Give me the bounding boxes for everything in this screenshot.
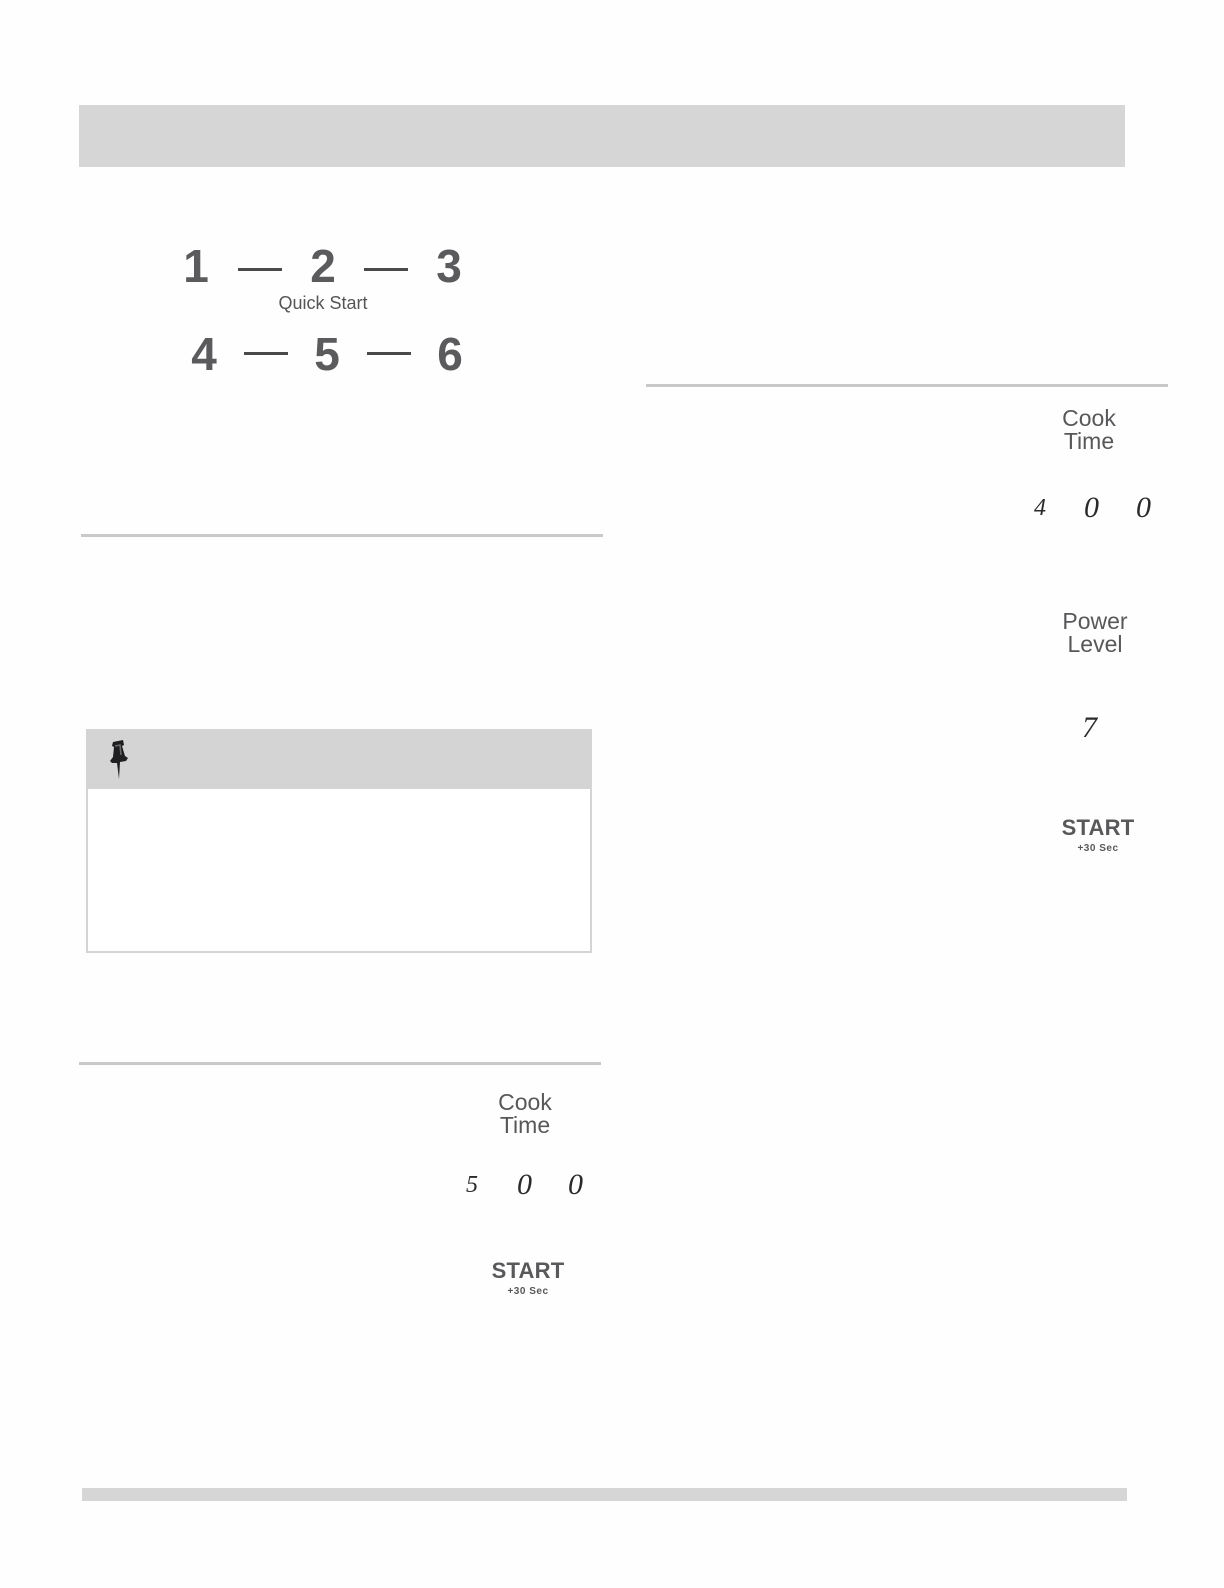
- key-1: 1: [183, 240, 209, 292]
- cook-time-line2: Time: [499, 1112, 551, 1138]
- power-level-button: [1045, 610, 1145, 656]
- key-6: 6: [437, 328, 463, 380]
- power-digit: [1082, 711, 1112, 751]
- start-label: START: [491, 1258, 565, 1283]
- cook-time-line1: Cook: [498, 1089, 552, 1115]
- section-divider: [81, 534, 603, 537]
- section-divider: [79, 1062, 601, 1065]
- pushpin-icon: [106, 739, 136, 785]
- start-label: START: [1061, 815, 1135, 840]
- key-3: 3: [436, 240, 462, 292]
- digit: 5: [466, 1172, 478, 1198]
- start-button: [1048, 816, 1148, 856]
- key-5: 5: [314, 328, 340, 380]
- power-level-line2: Level: [1067, 631, 1123, 657]
- quick-start-row-2: [150, 326, 490, 386]
- digit: 7: [1082, 711, 1097, 744]
- quick-start-row-1: [150, 238, 490, 298]
- start-sublabel: +30 Sec: [1077, 843, 1119, 854]
- dash: [367, 352, 411, 355]
- header-bar: [79, 105, 1125, 167]
- quick-start-label: Quick Start: [278, 293, 368, 313]
- dash: [244, 352, 288, 355]
- digit-entry: [460, 1168, 590, 1208]
- digit: 0: [568, 1168, 583, 1201]
- digit: 0: [517, 1168, 532, 1201]
- key-2: 2: [310, 240, 336, 292]
- cook-time-button: [475, 1091, 575, 1137]
- footer-bar: [82, 1488, 1127, 1501]
- digit-entry: [1028, 491, 1158, 531]
- note-header: [88, 731, 590, 789]
- power-level-line1: Power: [1062, 608, 1128, 634]
- cook-time-button: [1039, 407, 1139, 453]
- digit: 0: [1084, 491, 1099, 524]
- cook-time-line1: Cook: [1062, 405, 1116, 431]
- key-4: 4: [191, 328, 217, 380]
- start-button: [478, 1259, 578, 1299]
- dash: [238, 268, 282, 271]
- note-box: [86, 729, 592, 953]
- section-divider: [646, 384, 1168, 387]
- cook-time-line2: Time: [1063, 428, 1115, 454]
- dash: [364, 268, 408, 271]
- start-sublabel: +30 Sec: [507, 1286, 549, 1297]
- digit: 4: [1034, 495, 1046, 521]
- digit: 0: [1136, 491, 1151, 524]
